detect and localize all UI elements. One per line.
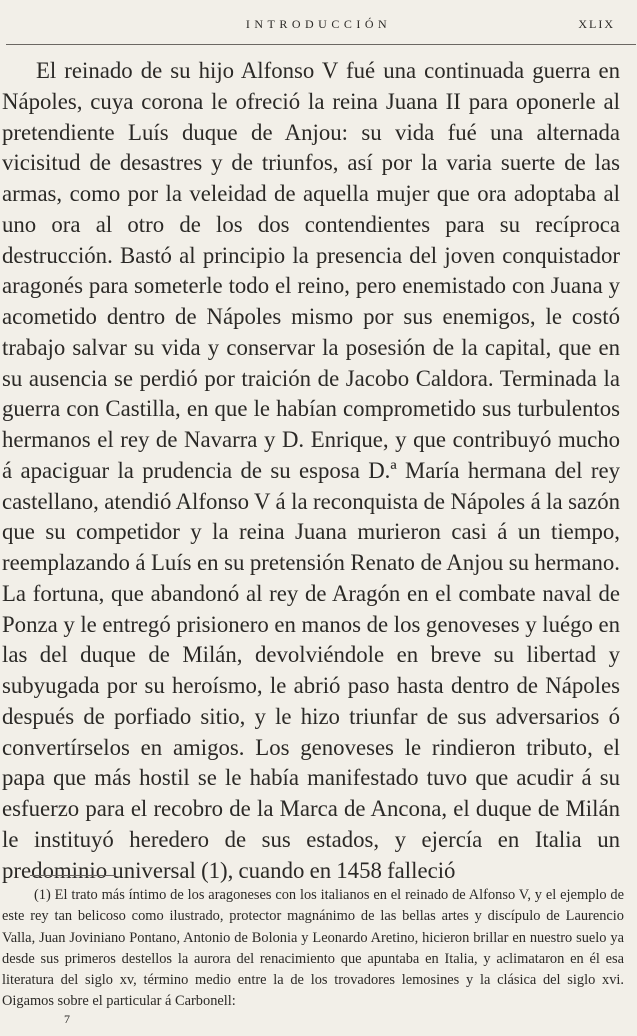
signature-mark: 7 <box>64 1012 70 1026</box>
footnote <box>2 885 624 1013</box>
running-head <box>0 14 637 38</box>
body-paragraph: El reinado de su hijo Alfonso V fué una continuada guerra en Nápoles, cuya corona le ofreció la reina Juana II para oponerle al pretendiente Luís duque de Anjou: su vida fué una alternada vicisitud de desastres y de triunfos, así por la varia suerte de las armas, como por la veleidad de aquella mujer que ora adoptaba al uno ora al otro de los dos contendientes para su recíproca destrucción. Bastó al principio la presencia del joven conquistador aragonés para someterle todo el reino, pero enemistado con Juana y acometido dentro de Nápoles mismo por sus enemigos, le costó trabajo salvar su vida y conservar la posesión de la capital, que en su ausencia se perdió por traición de Jacobo Caldora. Terminada la guerra con Castilla, en que le habían comprometido sus turbulentos hermanos el rey de Navarra y D. Enrique, y que contribuyó mucho á apaciguar la prudencia de su esposa D.ª María hermana del rey castellano, atendió Alfonso V á la reconquista de Nápoles á la sazón que su competidor y la reina Juana murieron casi á un tiempo, reemplazando á Luís en su pretensión Renato de Anjou su hermano. La fortuna, que abandonó al rey de Aragón en el combate naval de Ponza y le entregó prisionero en manos de los genoveses y luégo en las del duque de Milán, devolviéndole en breve su libertad y subyugada por su heroísmo, le abrió paso hasta dentro de Nápoles después de porfiado sitio, y le hizo triunfar de sus adversarios ó convertírselos en amigos. Los genoveses le rindieron tributo, el papa que más hostil se le había manifestado tuvo que acudir á su esfuerzo para el recobro de la Marca de Ancona, el duque de Milán le instituyó heredero de sus estados, y ejercía en Italia un predominio universal (1), cuando en 1458 falleció <box>2 58 620 883</box>
footnote-text: (1) El trato más íntimo de los aragoneses con los italianos en el reinado de Alfonso V, y el ejemplo de este rey tan belicoso como ilustrado, protector magnánimo de las bellas artes y discípulo de Laurencio Valla, Juan Joviniano Pontano, Antonio de Bolonia y Leonardo Aretino, hicieron brillar en nuestro suelo ya desde sus primeros destellos la aurora del renacimiento que apuntaba en Italia, y aclimataron en él esa literatura del siglo xv, término medio entre la de los trovadores lemosines y la clásica del siglo xvi. Oigamos sobre el particular á Carbonell: <box>2 887 624 1010</box>
running-title: INTRODUCCIÓN <box>245 17 392 31</box>
header-rule <box>6 44 636 45</box>
footnote-rule <box>30 875 116 876</box>
page-number: XLIX <box>578 17 615 31</box>
main-text <box>2 56 620 886</box>
